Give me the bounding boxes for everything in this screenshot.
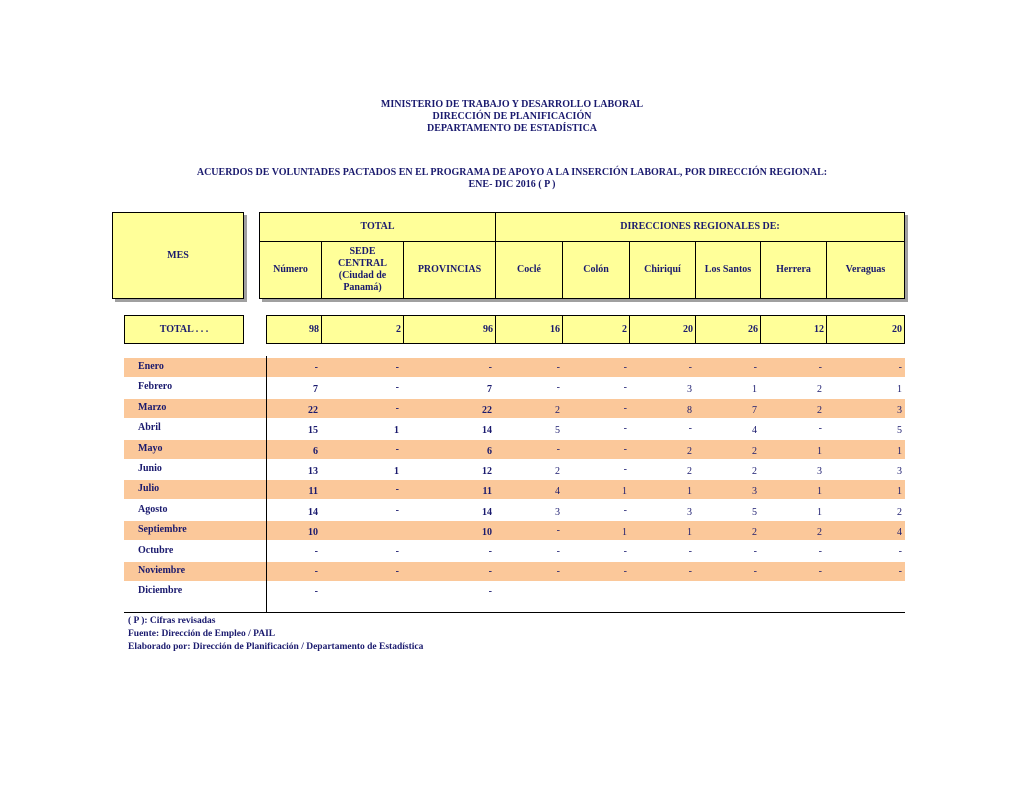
row-value: 22: [482, 404, 492, 416]
row-value: 7: [313, 384, 318, 396]
row-value: 2: [817, 384, 822, 396]
row-value: 1: [897, 445, 902, 457]
row-value: -: [488, 545, 492, 557]
month-label: Enero: [138, 361, 164, 372]
month-label: Agosto: [138, 503, 168, 515]
row-value: 14: [482, 506, 492, 518]
col-veraguas: Veraguas: [845, 264, 886, 275]
total-value-1: 2: [322, 316, 404, 343]
month-label: Mayo: [138, 442, 163, 454]
row-value: 14: [308, 506, 318, 518]
row-value: 1: [394, 466, 399, 477]
row-value: -: [556, 443, 560, 455]
row-value: -: [395, 382, 399, 394]
row-value: 7: [487, 384, 492, 396]
row-value: 7: [752, 404, 757, 416]
row-value: 1: [752, 384, 757, 396]
row-value: -: [556, 382, 560, 394]
row-value: -: [818, 362, 822, 373]
row-value: -: [314, 586, 318, 598]
row-value: -: [623, 464, 627, 475]
total-row-label: TOTAL . . .: [159, 323, 209, 335]
row-value: 1: [687, 486, 692, 498]
row-value: 1: [622, 486, 627, 498]
row-value: -: [556, 525, 560, 537]
col-provincias: PROVINCIAS: [404, 242, 496, 298]
row-value: 2: [752, 466, 757, 477]
row-value: 5: [897, 425, 902, 437]
row-value: 3: [687, 384, 692, 396]
total-value-5: 20: [630, 316, 696, 343]
month-label: Abril: [138, 422, 161, 434]
column-header-block: [259, 212, 905, 299]
regional-group-label: DIRECCIONES REGIONALES DE:: [620, 221, 780, 232]
row-value: -: [395, 504, 399, 516]
month-label: Julio: [138, 483, 160, 495]
row-value: 3: [687, 506, 692, 518]
total-value-0: 98: [267, 316, 322, 343]
row-value: 15: [308, 425, 318, 437]
row-value: -: [488, 586, 492, 598]
row-value: 1: [622, 527, 627, 539]
row-value: -: [623, 545, 627, 557]
row-value: 2: [897, 506, 902, 518]
col-numero: Número: [260, 242, 322, 298]
row-value: 1: [897, 486, 902, 498]
row-value: 10: [308, 527, 318, 539]
row-value: -: [623, 566, 627, 577]
row-value: -: [753, 566, 757, 577]
row-value: -: [898, 545, 902, 557]
col-chiriqui: Chiriquí: [630, 242, 696, 298]
row-value: -: [488, 566, 492, 577]
row-value: 2: [555, 466, 560, 477]
total-group-label: TOTAL: [260, 213, 496, 241]
col-herrera: Herrera: [761, 242, 827, 298]
month-label: Febrero: [138, 381, 173, 393]
row-value: 2: [752, 527, 757, 539]
row-value: -: [898, 566, 902, 577]
row-value: -: [488, 362, 492, 373]
row-value: -: [623, 504, 627, 516]
footnote-source: Fuente: Dirección de Empleo / PAIL: [128, 629, 276, 639]
row-value: 1: [817, 445, 822, 457]
row-value: -: [818, 566, 822, 577]
month-label: Junio: [138, 463, 162, 474]
row-value: 2: [555, 404, 560, 416]
row-value: -: [818, 545, 822, 557]
row-value: -: [623, 423, 627, 435]
direction-name: DIRECCIÓN DE PLANIFICACIÓN: [432, 111, 592, 122]
total-value-7: 12: [761, 316, 827, 343]
total-value-4: 2: [563, 316, 630, 343]
bottom-rule: [124, 612, 905, 613]
report-period: ENE- DIC 2016 ( P ): [468, 179, 556, 190]
row-value: 3: [817, 466, 822, 477]
row-value: 11: [482, 486, 492, 498]
footnote-revised: ( P ): Cifras revisadas: [128, 616, 216, 626]
row-value: -: [314, 545, 318, 557]
row-value: 13: [308, 466, 318, 477]
row-value: -: [556, 545, 560, 557]
row-value: 3: [897, 404, 902, 416]
row-value: 3: [752, 486, 757, 498]
row-value: -: [688, 423, 692, 435]
month-label: Noviembre: [138, 565, 186, 576]
row-value: 5: [752, 506, 757, 518]
row-value: -: [753, 362, 757, 373]
row-value: -: [556, 362, 560, 373]
col-sede-central: SEDE CENTRAL (Ciudad de Panamá): [322, 242, 404, 298]
col-cocle: Coclé: [496, 242, 563, 298]
row-value: -: [395, 443, 399, 455]
row-value: 5: [555, 425, 560, 437]
total-row-label-box: [124, 315, 244, 344]
row-value: 3: [897, 466, 902, 477]
row-value: -: [395, 362, 399, 373]
row-value: 8: [687, 404, 692, 416]
row-value: -: [818, 423, 822, 435]
row-value: -: [395, 545, 399, 557]
month-label: Marzo: [138, 401, 167, 413]
row-value: -: [623, 362, 627, 373]
row-value: 3: [555, 506, 560, 518]
row-value: 2: [687, 445, 692, 457]
row-value: -: [556, 566, 560, 577]
row-value: 6: [487, 445, 492, 457]
row-value: -: [753, 545, 757, 557]
row-value: 6: [313, 445, 318, 457]
row-value: 1: [394, 425, 399, 437]
department-name: DEPARTAMENTO DE ESTADÍSTICA: [426, 123, 598, 134]
row-value: -: [623, 382, 627, 394]
total-value-6: 26: [696, 316, 761, 343]
row-value: -: [395, 484, 399, 496]
footnote-prepared: Elaborado por: Dirección de Planificación / Departamento de Estadística: [128, 642, 424, 652]
row-value: -: [623, 443, 627, 455]
total-value-2: 96: [404, 316, 496, 343]
row-value: 11: [308, 486, 318, 498]
row-value: 2: [817, 527, 822, 539]
row-value: 1: [897, 384, 902, 396]
col-los-santos: Los Santos: [696, 242, 761, 298]
ministry-name: MINISTERIO DE TRABAJO Y DESARROLLO LABORAL: [380, 99, 644, 110]
row-value: 2: [687, 466, 692, 477]
row-value: 4: [555, 486, 560, 498]
row-value: 12: [482, 466, 492, 477]
total-row-values: [266, 315, 905, 344]
row-value: 22: [308, 404, 318, 416]
row-value: -: [688, 566, 692, 577]
row-value: 2: [752, 445, 757, 457]
row-value: 4: [897, 527, 902, 539]
row-value: 1: [817, 486, 822, 498]
row-value: 4: [752, 425, 757, 437]
month-label: Octubre: [138, 544, 174, 556]
mes-label: MES: [167, 249, 189, 261]
mes-header: [112, 212, 244, 299]
row-value: 2: [817, 404, 822, 416]
month-label: Septiembre: [138, 524, 187, 536]
row-value: -: [688, 545, 692, 557]
row-value: -: [314, 362, 318, 373]
row-value: 1: [817, 506, 822, 518]
row-value: 1: [687, 527, 692, 539]
report-title: ACUERDOS DE VOLUNTADES PACTADOS EN EL PROGRAMA DE APOYO A LA INSERCIÓN LABORAL, POR DIRECCIÓN REGIONAL:: [196, 167, 828, 178]
row-value: 14: [482, 425, 492, 437]
total-value-3: 16: [496, 316, 563, 343]
row-value: -: [314, 566, 318, 577]
row-value: -: [395, 402, 399, 414]
row-value: -: [898, 362, 902, 373]
row-value: -: [623, 402, 627, 414]
col-colon: Colón: [563, 242, 630, 298]
row-divider: [266, 356, 267, 613]
month-label: Diciembre: [138, 585, 183, 597]
row-value: 10: [482, 527, 492, 539]
total-value-8: 20: [892, 323, 902, 335]
row-value: -: [395, 566, 399, 577]
row-value: -: [688, 362, 692, 373]
